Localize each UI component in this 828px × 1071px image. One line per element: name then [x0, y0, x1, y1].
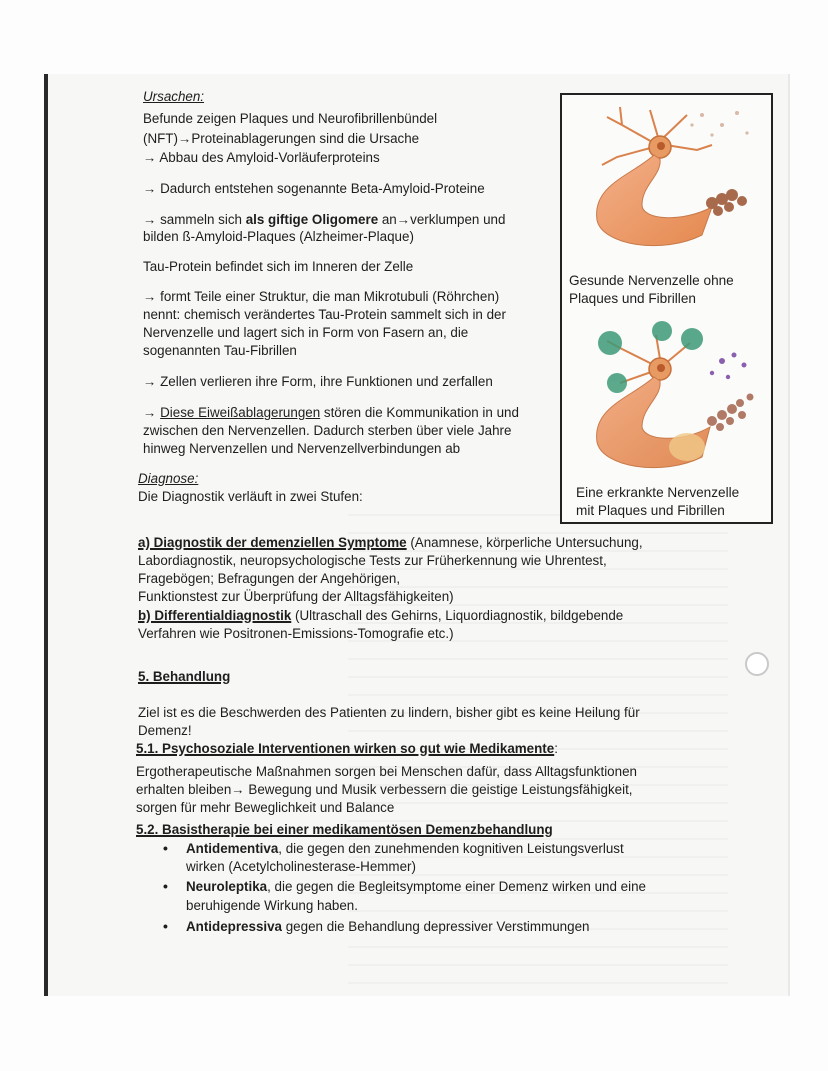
drug-term: Antidepressiva — [186, 919, 283, 934]
diagnose-a-line: Fragebögen; Befragungen der Angehörigen, — [138, 571, 401, 586]
underlined-term: Diese Eiweißablagerungen — [160, 405, 321, 420]
text-run: stören die Kommunikation in und — [320, 405, 519, 420]
ursachen-line: → Zellen verlieren ihre Form, ihre Funktionen und zerfallen — [143, 374, 493, 389]
section-5-1-line: sorgen für mehr Beweglichkeit und Balance — [136, 800, 395, 815]
bullet: • — [163, 840, 168, 856]
text-run: : — [554, 741, 558, 756]
bullet: • — [163, 878, 168, 894]
ursachen-line: → Abbau des Amyloid-Vorläuferproteins — [143, 150, 380, 165]
behandlung-heading: 5. Behandlung — [138, 669, 231, 684]
diagnose-a-line — [138, 535, 643, 551]
ursachen-line: bilden ß-Amyloid-Plaques (Alzheimer-Plaque) — [143, 229, 414, 244]
section-5-1-heading — [136, 741, 558, 757]
ursachen-line: zwischen den Nervenzellen. Dadurch sterben über viele Jahre — [143, 423, 512, 438]
behandlung-intro: Demenz! — [138, 723, 192, 738]
neuron-figure-box — [560, 93, 773, 524]
text-run: (Ultraschall des Gehirns, Liquordiagnostik, bildgebende — [291, 608, 624, 623]
ursachen-line: → Dadurch entstehen sogenannte Beta-Amyloid-Proteine — [143, 181, 485, 196]
ursachen-line — [143, 405, 519, 421]
text-run: → — [143, 405, 161, 420]
list-item-continuation: wirken (Acetylcholinesterase-Hemmer) — [186, 859, 416, 874]
list-item — [186, 919, 589, 935]
ursachen-line: Nervenzelle und lagert sich in Form von Fasern an, die — [143, 325, 469, 340]
bold-term: als giftige Oligomere — [245, 212, 379, 227]
ursachen-line: sogenannten Tau-Fibrillen — [143, 343, 297, 358]
ursachen-line — [143, 212, 505, 228]
section-5-1-line: Ergotherapeutische Maßnahmen sorgen bei Menschen dafür, dass Alltagsfunktionen — [136, 764, 637, 779]
caption-diseased-neuron: Eine erkrankte Nervenzelle — [576, 485, 740, 500]
diagnose-a-line: Funktionstest zur Überprüfung der Alltagsfähigkeiten) — [138, 589, 454, 604]
caption-healthy-neuron: Plaques und Fibrillen — [569, 291, 696, 306]
text-run: , die gegen die Begleitsymptome einer Demenz wirken und eine — [267, 879, 646, 894]
text-run: an→verklumpen und — [378, 212, 506, 227]
diagnose-b-line — [138, 608, 623, 624]
diagnose-b-title: b) Differentialdiagnostik — [138, 608, 292, 623]
text-run: → sammeln sich — [143, 212, 246, 227]
text-run: gegen die Behandlung depressiver Verstimmungen — [282, 919, 590, 934]
list-item — [186, 841, 624, 857]
ursachen-line: Befunde zeigen Plaques und Neurofibrillenbündel — [143, 111, 438, 126]
section-5-2-heading: 5.2. Basistherapie bei einer medikamentösen Demenzbehandlung — [136, 822, 553, 837]
text-run: (Anamnese, körperliche Untersuchung, — [406, 535, 643, 550]
drug-term: Neuroleptika — [186, 879, 268, 894]
ursachen-line: nennt: chemisch verändertes Tau-Protein sammelt sich in der — [143, 307, 506, 322]
list-item — [186, 879, 646, 895]
section-5-1-line: erhalten bleiben→ Bewegung und Musik verbessern die geistige Leistungsfähigkeit, — [136, 782, 633, 797]
ursachen-line: Tau-Protein befindet sich im Inneren der Zelle — [143, 259, 414, 274]
ursachen-line: hinweg Nervenzellen und Nervenzellverbindungen ab — [143, 441, 461, 456]
diagnose-a-title: a) Diagnostik der demenziellen Symptome — [138, 535, 407, 550]
diagnose-a-line: Labordiagnostik, neuropsychologische Tests zur Früherkennung wie Uhrentest, — [138, 553, 607, 568]
behandlung-intro: Ziel ist es die Beschwerden des Patienten zu lindern, bisher gibt es keine Heilung für — [138, 705, 640, 720]
diagnose-b-line: Verfahren wie Positronen-Emissions-Tomografie etc.) — [138, 626, 454, 641]
diseased-neuron-illustration — [562, 317, 767, 487]
ursachen-line: → formt Teile einer Struktur, die man Mikrotubuli (Röhrchen) — [143, 289, 500, 304]
caption-diseased-neuron: mit Plaques und Fibrillen — [576, 503, 725, 518]
section-5-1-title: 5.1. Psychosoziale Interventionen wirken so gut wie Medikamente — [136, 741, 555, 756]
list-item-continuation: beruhigende Wirkung haben. — [186, 898, 358, 913]
caption-healthy-neuron: Gesunde Nervenzelle ohne — [569, 273, 734, 288]
ursachen-heading: Ursachen: — [143, 89, 205, 104]
ursachen-line: (NFT)→Proteinablagerungen sind die Ursache — [143, 131, 420, 146]
punch-hole-bottom — [745, 652, 769, 676]
diagnose-intro: Die Diagnostik verläuft in zwei Stufen: — [138, 489, 363, 504]
bullet: • — [163, 918, 168, 934]
diagnose-heading: Diagnose: — [138, 471, 199, 486]
drug-term: Antidementiva — [186, 841, 279, 856]
healthy-neuron-illustration — [562, 95, 767, 265]
text-run: , die gegen den zunehmenden kognitiven Leistungsverlust — [278, 841, 624, 856]
